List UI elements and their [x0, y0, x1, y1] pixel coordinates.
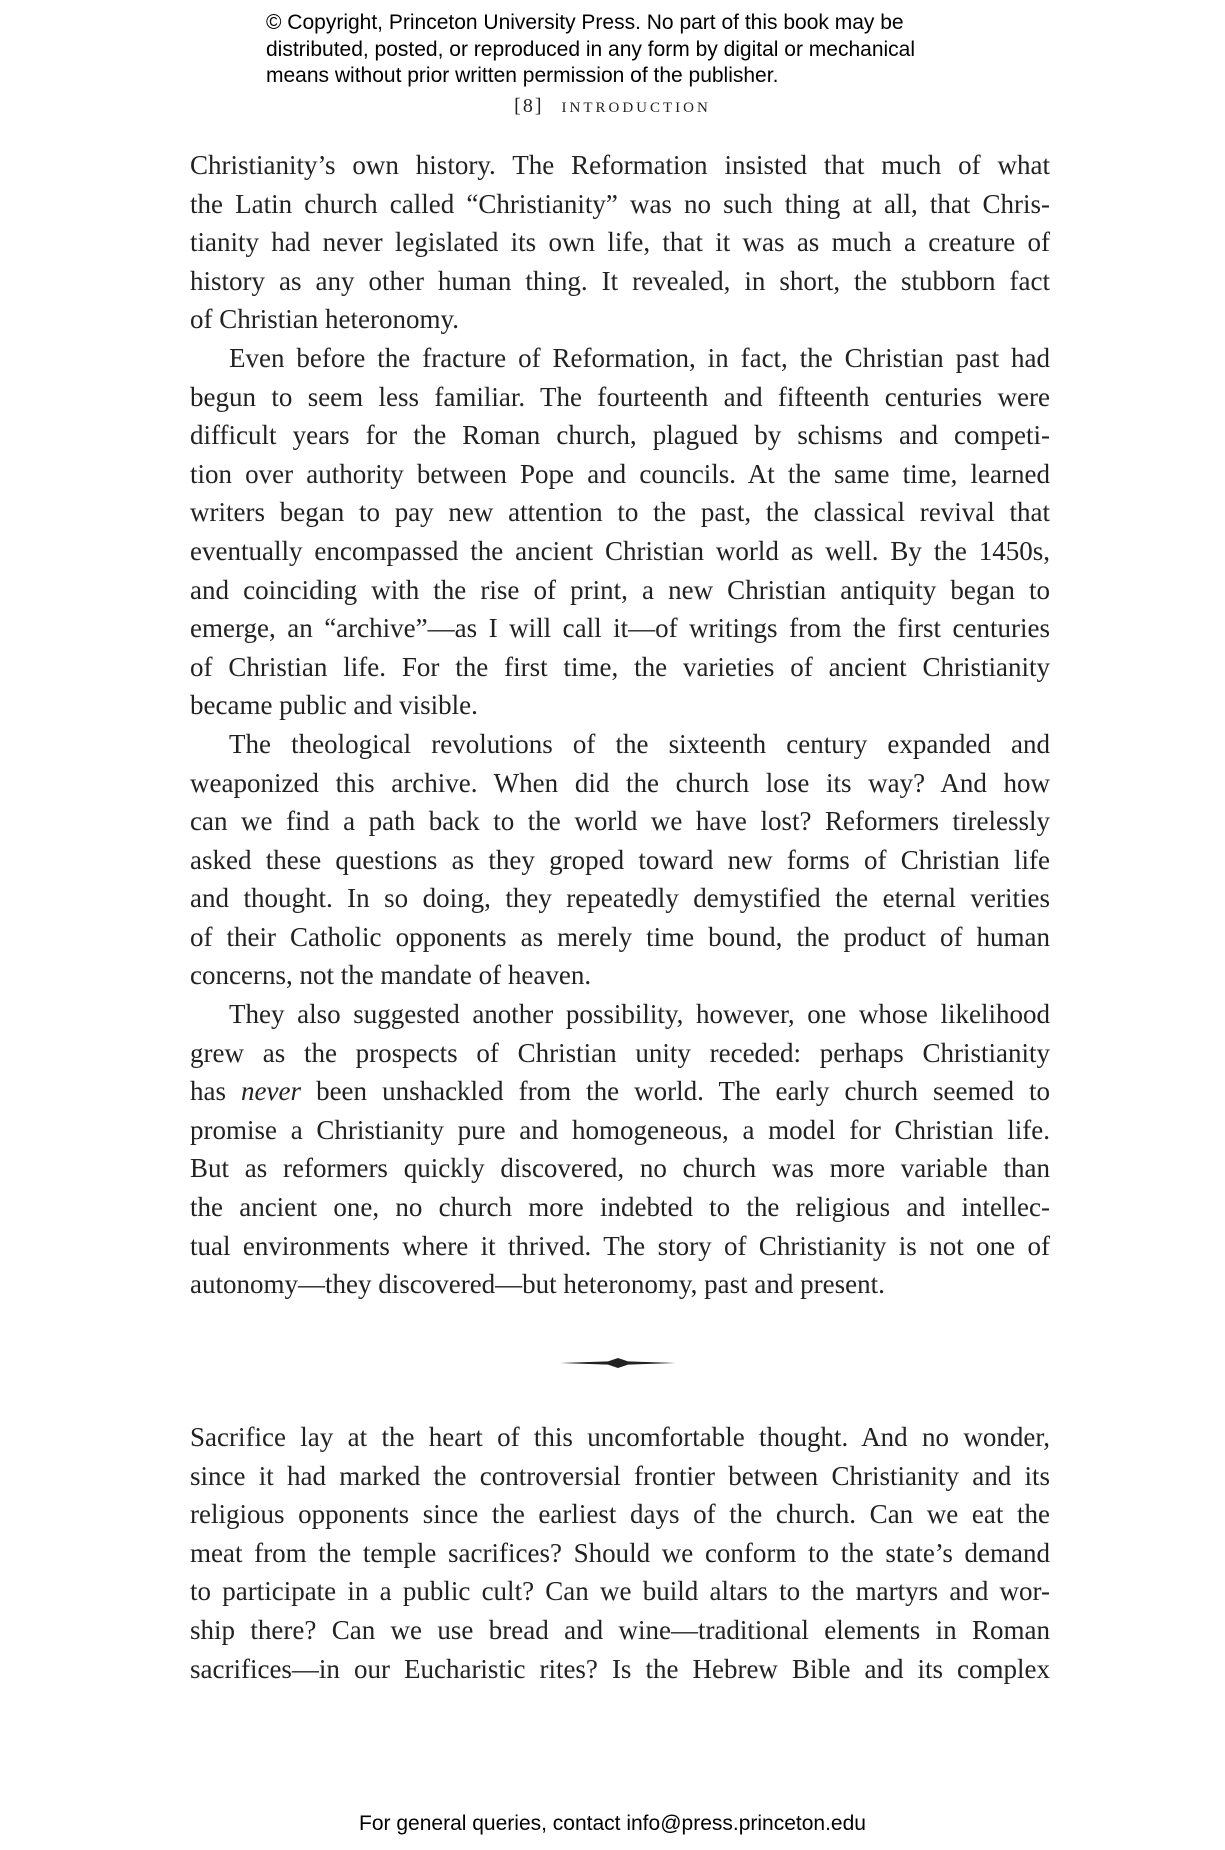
text-line: asked these questions as they groped toward new forms of Christian life	[190, 844, 1050, 875]
copyright-line: © Copyright, Princeton University Press. No part of this book may be	[266, 11, 904, 34]
text-line: ship there? Can we use bread and wine—traditional elements in Roman	[190, 1614, 1050, 1645]
text-line: Even before the fracture of Reformation, in fact, the Christian past had	[229, 342, 1050, 373]
text-line: and coinciding with the rise of print, a new Christian antiquity began to	[190, 574, 1050, 605]
text-line: of Christian life. For the first time, the varieties of ancient Christianity	[190, 651, 1050, 682]
text-line: since it had marked the controversial frontier between Christianity and its	[190, 1460, 1050, 1491]
text-line: tion over authority between Pope and councils. At the same time, learned	[190, 458, 1050, 489]
text-line: history as any other human thing. It revealed, in short, the stubborn fact	[190, 265, 1050, 296]
main-text	[190, 146, 1050, 1304]
text-line: religious opponents since the earliest days of the church. Can we eat the	[190, 1499, 1050, 1530]
text-line: the Latin church called “Christianity” was no such thing at all, that Chris-	[190, 188, 1050, 219]
text-line: The theological revolutions of the sixteenth century expanded and	[229, 728, 1050, 759]
text-line: Sacrifice lay at the heart of this uncomfortable thought. And no wonder,	[190, 1422, 1050, 1452]
text-line: to participate in a public cult? Can we build altars to the martyrs and wor-	[190, 1576, 1050, 1607]
running-head	[0, 93, 1225, 118]
text-line: Christianity’s own history. The Reformation insisted that much of what	[190, 150, 1050, 180]
text-fragment: has	[190, 1076, 242, 1107]
text-line: eventually encompassed the ancient Christian world as well. By the 1450s,	[190, 535, 1050, 566]
text-line: can we find a path back to the world we have lost? Reformers tirelessly	[190, 806, 1050, 837]
footer-contact: For general queries, contact info@press.princeton.edu	[359, 1812, 866, 1835]
text-line: tual environments where it thrived. The story of Christianity is not one of	[190, 1230, 1050, 1261]
text-fragment: been unshackled from the world. The early church seemed to	[301, 1076, 1050, 1107]
text-line: writers began to pay new attention to the past, the classical revival that	[190, 497, 1050, 528]
text-line: They also suggested another possibility, however, one whose likelihood	[229, 999, 1050, 1030]
chapter-title: introduction	[561, 93, 711, 117]
text-line: tianity had never legislated its own life, that it was as much a creature of	[190, 227, 1050, 258]
text-line: and thought. In so doing, they repeatedly demystified the eternal verities	[190, 883, 1050, 914]
text-line: the ancient one, no church more indebted to the religious and intellec-	[190, 1192, 1050, 1223]
text-line: But as reformers quickly discovered, no church was more variable than	[190, 1153, 1050, 1184]
text-line: weaponized this archive. When did the church lose its way? And how	[190, 767, 1050, 798]
text-line: emerge, an “archive”—as I will call it—of writings from the first centuries	[190, 613, 1050, 644]
section-two-text	[190, 1418, 1050, 1688]
text-line: of Christian heteronomy.	[190, 304, 459, 335]
text-line: became public and visible.	[190, 690, 478, 721]
copyright-line: means without prior written permission of the publisher.	[266, 64, 779, 87]
text-line: difficult years for the Roman church, plagued by schisms and competi-	[190, 420, 1050, 451]
text-line: autonomy—they discovered—but heteronomy, past and present.	[190, 1269, 885, 1300]
copyright-notice	[266, 10, 986, 90]
text-line: meat from the temple sacrifices? Should we conform to the state’s demand	[190, 1537, 1050, 1568]
text-line: promise a Christianity pure and homogeneous, a model for Christian life.	[190, 1114, 1050, 1145]
section-break-ornament	[560, 1356, 676, 1370]
text-line: begun to seem less familiar. The fourteenth and fifteenth centuries were	[190, 381, 1050, 412]
page-number: [8]	[514, 95, 544, 117]
text-line: grew as the prospects of Christian unity receded: perhaps Christianity	[190, 1037, 1050, 1068]
text-line: of their Catholic opponents as merely time bound, the product of human	[190, 921, 1050, 952]
copyright-line: distributed, posted, or reproduced in any form by digital or mechanical	[266, 37, 916, 61]
emphasis: never	[241, 1076, 302, 1107]
text-line	[190, 1072, 1050, 1111]
text-line: concerns, not the mandate of heaven.	[190, 960, 592, 991]
text-line: sacrifices—in our Eucharistic rites? Is the Hebrew Bible and its complex	[190, 1653, 1050, 1684]
